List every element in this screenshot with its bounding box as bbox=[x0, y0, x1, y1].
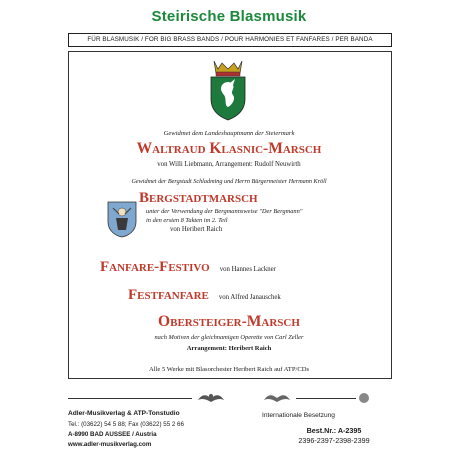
order-rule bbox=[296, 398, 356, 399]
gema-badge-icon bbox=[358, 392, 370, 404]
title-fanfare-festivo: Fanfare-Festivo bbox=[100, 259, 210, 275]
recording-note: Alle 5 Werke mit Blasorchester Heribert Raich auf ATP/CDs bbox=[148, 366, 310, 373]
credit-2: von Heribert Raich bbox=[170, 226, 223, 233]
note-5: nach Motiven der gleichnamigen Operette von Carl Zeller bbox=[154, 334, 304, 341]
styrian-crest-icon bbox=[206, 55, 250, 121]
publisher-rule-left bbox=[68, 398, 192, 399]
piece-4-line bbox=[128, 286, 390, 304]
adler-logo-icon bbox=[196, 390, 226, 406]
piece-3-line bbox=[100, 258, 390, 276]
note-2a: unter der Verwendung der Bergmannsweise "Der Bergmann" bbox=[146, 208, 303, 215]
title-festfanfare: Festfanfare bbox=[128, 287, 209, 303]
schladming-crest-icon bbox=[106, 200, 138, 238]
series-title: Steirische Blasmusik bbox=[151, 8, 307, 25]
credit-4: von Alfred Janauschek bbox=[218, 294, 281, 301]
title-obersteiger-marsch: Obersteiger-Marsch bbox=[158, 313, 300, 330]
atp-logo-icon bbox=[262, 390, 292, 406]
dedication-2: Gewidmet der Bergstadt Schladming und Herrn Bürgermeister Hermann Kröll bbox=[131, 178, 327, 185]
publisher-address: A-8990 BAD AUSSEE / Austria bbox=[68, 431, 157, 438]
dedication-1: Gewidmet dem Landeshauptmann der Steiermark bbox=[163, 130, 295, 137]
title-bergstadtmarsch: Bergstadtmarsch bbox=[139, 190, 258, 206]
publisher-name: Adler-Musikverlag & ATP-Tonstudio bbox=[68, 410, 180, 417]
order-number: Best.Nr.: A-2395 bbox=[306, 426, 362, 435]
note-2b: in den ersten 8 Takten im 2. Teil bbox=[146, 217, 228, 224]
publisher-website-link[interactable]: www.adler-musikverlag.com bbox=[68, 441, 152, 448]
credit-1: von Willi Liebmann, Arrangement: Rudolf Neuwirth bbox=[157, 161, 301, 168]
title-waltraud-klasnic-marsch: Waltraud Klasnic-Marsch bbox=[136, 140, 322, 157]
credit-3: von Hannes Lackner bbox=[219, 266, 276, 273]
band-description: FÜR BLASMUSIK / FOR BIG BRASS BANDS / POUR HARMONIES ET FANFARES / PER BANDA bbox=[68, 33, 392, 47]
order-range: 2396-2397-2398-2399 bbox=[298, 436, 370, 445]
publisher-tel: Tel.: (03622) 54 5 88; Fax (03622) 55 2 66 bbox=[68, 421, 184, 428]
setting-label: Internationale Besetzung bbox=[262, 412, 335, 419]
credit-5: Arrangement: Heribert Raich bbox=[186, 345, 272, 352]
